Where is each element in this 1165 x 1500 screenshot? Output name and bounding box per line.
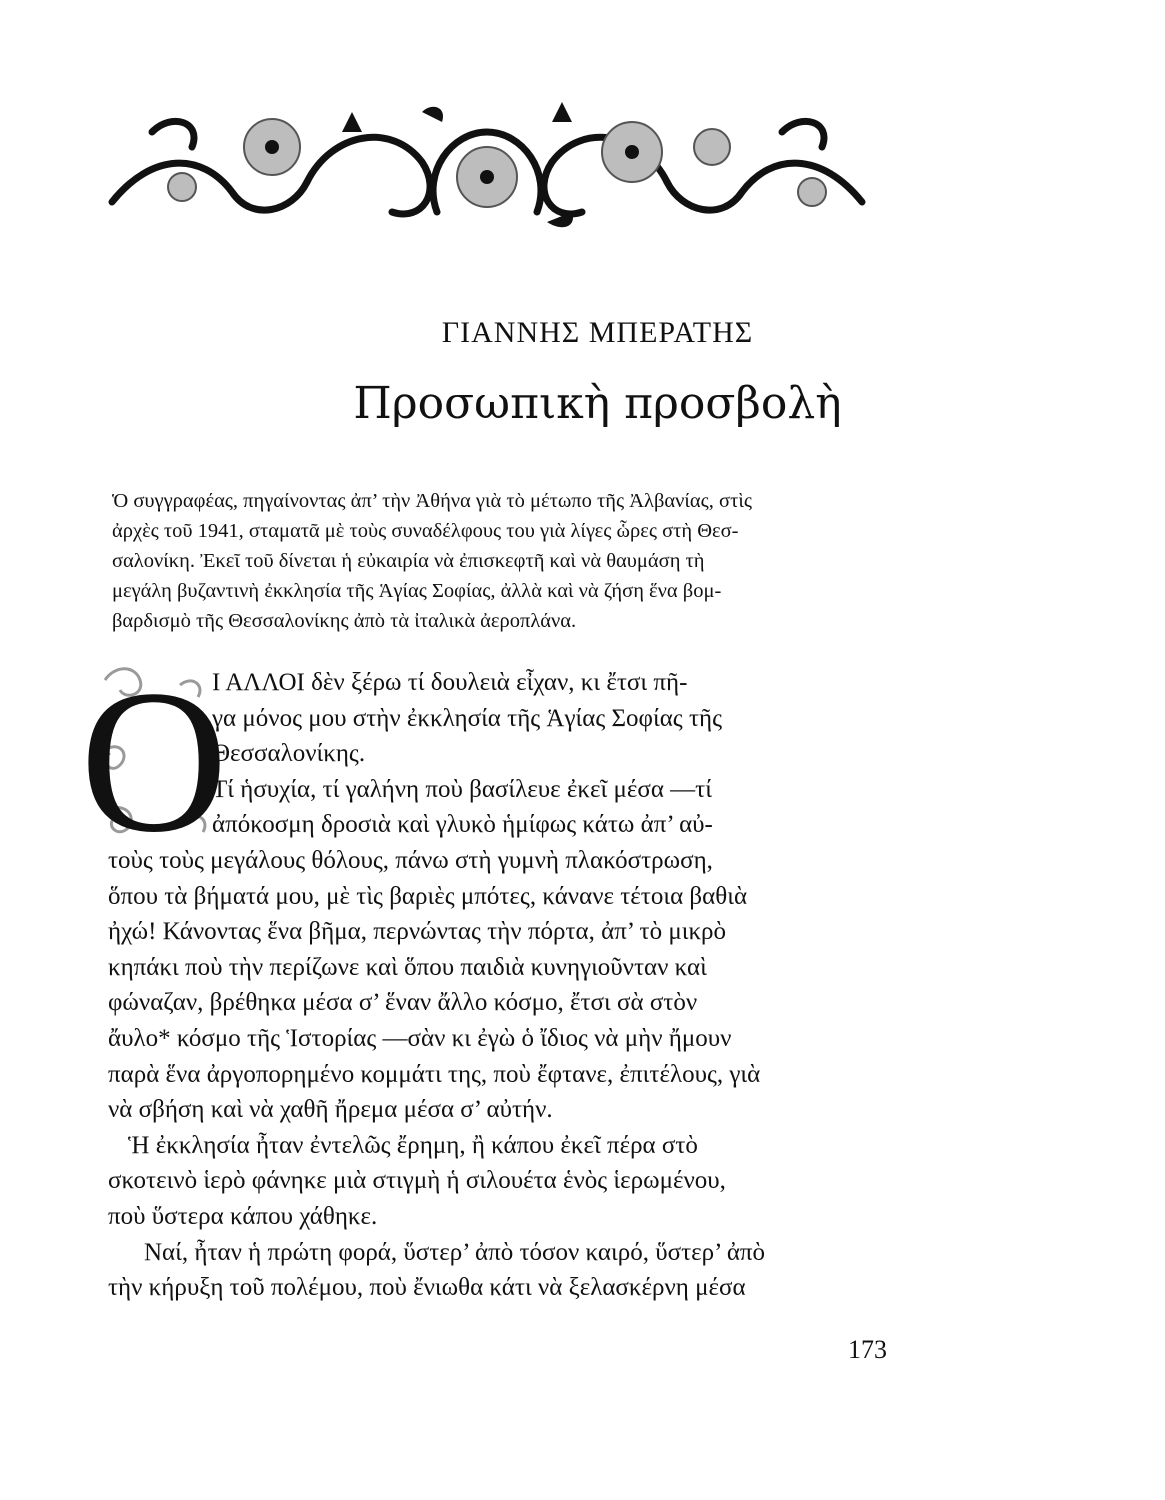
floral-scroll-ornament-icon xyxy=(92,92,882,242)
body-line: ἄυλο* κόσμο τῆς Ἱστορίας —σὰν κι ἐγὼ ὁ ἴδιος νὰ μὴν ἤμουν xyxy=(108,1024,732,1052)
body-line: κηπάκι ποὺ τὴν περίζωνε καὶ ὅπου παιδιὰ κυνηγιοῦνταν καὶ xyxy=(108,953,707,981)
dropcap-letter: O xyxy=(79,648,229,875)
body-line: Θεσσαλονίκης. xyxy=(212,740,366,768)
intro-line: σαλονίκη. Ἐκεῖ τοῦ δίνεται ἡ εὐκαιρία νὰ ἐπισκεφτῆ καὶ νὰ θαυμάση τὴ xyxy=(112,550,705,572)
body-line: Ἡ ἐκκλησία ἦταν ἐντελῶς ἔρημη, ἢ κάπου ἐκεῖ πέρα στὸ xyxy=(128,1131,698,1159)
author-name: ΓΙΑΝΝΗΣ ΜΠΕΡΑΤΗΣ xyxy=(441,316,754,349)
intro-line: ἀρχὲς τοῦ 1941, σταματᾶ μὲ τοὺς συναδέλφους του γιὰ λίγες ὧρες στὴ Θεσ- xyxy=(112,520,739,542)
body-line: Ναί, ἦταν ἡ πρώτη φορά, ὕστερ’ ἀπὸ τόσον καιρό, ὕστερ’ ἀπὸ xyxy=(144,1238,766,1266)
body-line: γα μόνος μου στὴν ἐκκλησία τῆς Ἁγίας Σοφίας τῆς xyxy=(212,704,722,732)
body-line: ποὺ ὕστερα κάπου χάθηκε. xyxy=(108,1202,378,1230)
body-line: Ι ΑΛΛΟΙ δὲν ξέρω τί δουλειὰ εἶχαν, κι ἔτσι πῆ- xyxy=(212,669,688,696)
page-number: 173 xyxy=(848,1335,887,1364)
body-line: τὴν κήρυξη τοῦ πολέμου, ποὺ ἔνιωθα κάτι νὰ ξελασκέρνη μέσα xyxy=(108,1274,746,1302)
body-line: τοὺς τοὺς μεγάλους θόλους, πάνω στὴ γυμνὴ πλακόστρωση, xyxy=(108,846,713,874)
body-line: Τί ἡσυχία, τί γαλήνη ποὺ βασίλευε ἐκεῖ μέσα —τί xyxy=(212,775,712,803)
intro-paragraph xyxy=(112,486,878,636)
body-line: ὅπου τὰ βήματά μου, μὲ τὶς βαριὲς μπότες, κάνανε τέτοια βαθιὰ xyxy=(108,882,748,910)
article-title: Προσωπικὴ προσβολὴ xyxy=(353,378,842,429)
body-line: φώναζαν, βρέθηκα μέσα σ’ ἕναν ἄλλο κόσμο, ἔτσι σὰ στὸν xyxy=(108,989,698,1017)
body-line: νὰ σβήση καὶ νὰ χαθῆ ἤρεμα μέσα σ’ αὐτήν. xyxy=(108,1096,553,1124)
intro-line: Ὁ συγγραφέας, πηγαίνοντας ἀπ’ τὴν Ἀθήνα γιὰ τὸ μέτωπο τῆς Ἀλβανίας, στὶς xyxy=(112,490,752,512)
intro-line: βαρδισμὸ τῆς Θεσσαλονίκης ἀπὸ τὰ ἰταλικὰ ἀεροπλάνα. xyxy=(112,610,577,632)
body-paragraphs xyxy=(108,665,888,1306)
body-line: ἀπόκοσμη δροσιὰ καὶ γλυκὸ ἡμίφως κάτω ἀπ’ αὐ- xyxy=(212,811,713,839)
body-line: παρὰ ἕνα ἀργοπορημένο κομμάτι της, ποὺ ἔφτανε, ἐπιτέλους, γιὰ xyxy=(108,1060,761,1088)
body-line: σκοτεινὸ ἱερὸ φάνηκε μιὰ στιγμὴ ἡ σιλουέτα ἑνὸς ἱερωμένου, xyxy=(108,1167,726,1195)
intro-line: μεγάλη βυζαντινὴ ἐκκλησία τῆς Ἁγίας Σοφίας, ἀλλὰ καὶ νὰ ζήση ἕνα βομ- xyxy=(112,580,722,602)
body-line: ἠχώ! Κάνοντας ἕνα βῆμα, περνώντας τὴν πόρτα, ἀπ’ τὸ μικρὸ xyxy=(108,918,727,946)
